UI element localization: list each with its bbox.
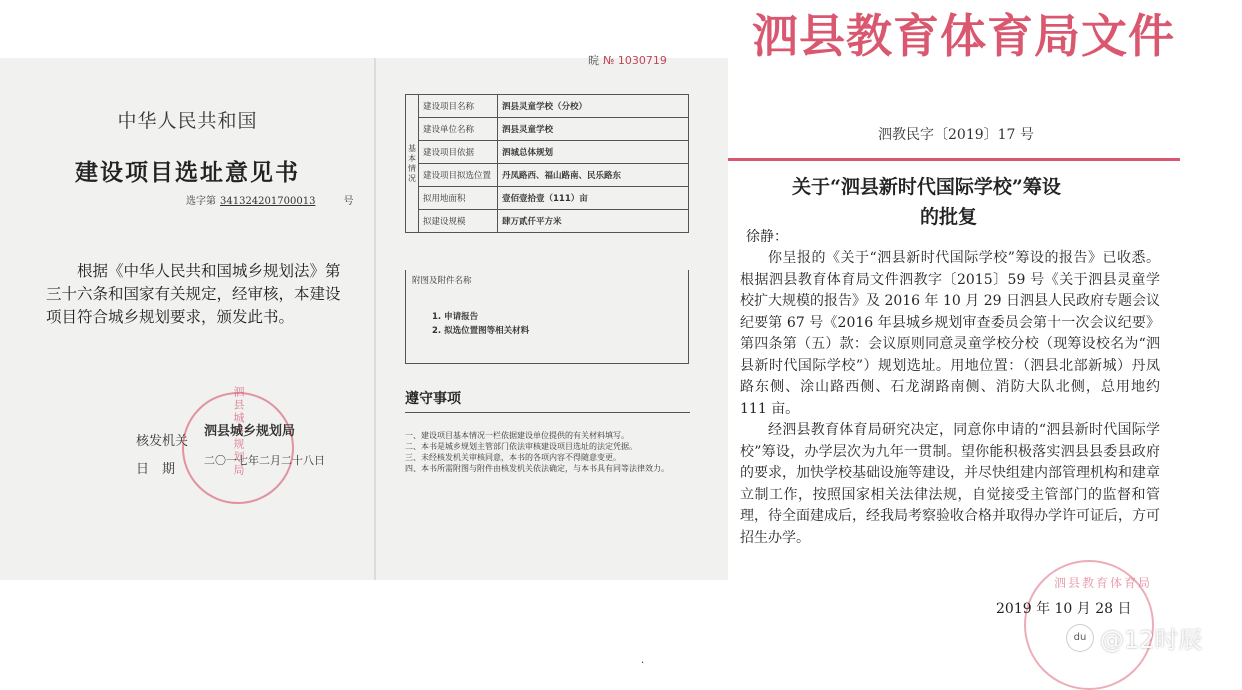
table-cell-label: 建设项目依据: [419, 141, 498, 164]
letter-paragraph: 你呈报的《关于“泗县新时代国际学校”筹设的报告》已收悉。根据泗县教育体育局文件泗教字〔2015〕59 号《关于泗县灵童学校扩大规模的报告》及 2016 年 10 月 29 日泗县人民政府专题会议纪要第 67 号《2016 年县城乡规划审查委员会第十一次会议纪要》第四条第（五）款：会议原则同意灵童学校分校（现筹设校名为“泗县新时代国际学校”）规划选址。用地位置：（泗县北部新城）丹凤路东侧、涂山路西侧、石龙湖路南侧、消防大队北侧，总用地约 111 亩。: [740, 250, 1160, 417]
serial-number: № 1030719: [603, 54, 667, 67]
watermark: [1066, 620, 1203, 655]
notice-item: 二、本书是城乡规划主管部门依法审核建设项目选址的法定凭据。: [405, 442, 637, 451]
notice-list: [405, 430, 695, 474]
table-row: [406, 187, 689, 210]
certificate-left-page: [0, 58, 375, 580]
issue-date-label: 日 期: [136, 462, 176, 477]
notice-item: 四、本书所需附图与附件由核发机关依法确定，与本书具有同等法律效力。: [405, 464, 669, 473]
certificate-number-suffix: 号: [343, 196, 354, 207]
notice-item: 三、未经核发机关审核同意，本书的各项内容不得随意变更。: [405, 453, 621, 462]
issue-date: 二〇一七年二月二十八日: [204, 454, 325, 467]
certificate-stamp-text: 泗县城乡规划局: [232, 386, 245, 477]
certificate-country: 中华人民共和国: [117, 110, 258, 132]
notice-divider: [405, 412, 690, 413]
certificate-serial: [588, 52, 667, 68]
table-row: [406, 95, 689, 118]
attachments-label: 附图及附件名称: [412, 276, 472, 286]
letter-body: [740, 248, 1160, 549]
issuing-office-label: 核发机关: [136, 434, 189, 449]
certificate-number-value: 341324201700013: [220, 196, 316, 207]
watermark-text: @12时辰: [1100, 626, 1203, 654]
paw-logo-icon: du: [1066, 624, 1094, 652]
table-cell-value: 泗县灵童学校（分校）: [498, 95, 689, 118]
attachments-list: [432, 310, 682, 338]
certificate-right-page: [375, 58, 728, 580]
basic-info-side-label: 基本情况: [406, 95, 419, 233]
attachments-box: [405, 270, 689, 364]
letter-recipient: 徐静：: [746, 229, 788, 245]
letter-paragraph: 经泗县教育体育局研究决定，同意你申请的“泗县新时代国际学校”筹设，办学层次为九年一贯制。望你能积极落实泗县县委县政府的要求，加快学校基础设施等建设，并尽快组建内部管理机构和建章立制工作，按照国家相关法律法规，自觉接受主管部门的监督和管理，待全面建成后，经我局考察验收合格并取得办学许可证后，方可招生办学。: [740, 422, 1160, 546]
table-row: [406, 141, 689, 164]
certificate-number-prefix: 选字第: [186, 196, 216, 207]
scan-mark: ·: [641, 658, 645, 669]
table-cell-value: 泗县灵童学校: [498, 118, 689, 141]
serial-label: 晥: [588, 54, 599, 67]
table-cell-label: 建设项目拟选位置: [419, 164, 498, 187]
certificate-title: 建设项目选址意见书: [75, 159, 300, 186]
table-row: [406, 164, 689, 187]
red-rule-divider: [728, 158, 1180, 161]
table-cell-value: 丹凤路西、福山路南、民乐路东: [498, 164, 689, 187]
approval-letter: [728, 0, 1242, 680]
letter-title-line1: 关于“泗县新时代国际学校”筹设: [792, 176, 1061, 198]
letter-doc-number: 泗教民字〔2019〕17 号: [878, 127, 1034, 143]
attachment-item: 1. 申请报告: [432, 312, 479, 322]
table-cell-value: 肆万贰仟平方米: [498, 210, 689, 233]
issuing-office: 泗县城乡规划局: [204, 424, 296, 439]
basic-info-table: [405, 94, 689, 233]
table-row: [406, 210, 689, 233]
letter-title-line2: 的批复: [920, 206, 978, 228]
notice-title: 遵守事项: [405, 391, 461, 407]
notice-item: 一、建设项目基本情况一栏依据建设单位提供的有关材料填写。: [405, 431, 629, 440]
table-cell-label: 拟建设规模: [419, 210, 498, 233]
table-cell-label: 建设项目名称: [419, 95, 498, 118]
table-cell-value: 泗城总体规划: [498, 141, 689, 164]
table-row: [406, 118, 689, 141]
letter-date: 2019 年 10 月 28 日: [996, 601, 1132, 617]
table-cell-value: 壹佰壹拾壹（111）亩: [498, 187, 689, 210]
letter-header: 泗县教育体育局文件: [752, 9, 1175, 63]
table-cell-label: 拟用地面积: [419, 187, 498, 210]
site-selection-certificate: [0, 58, 728, 580]
letter-stamp-text: 泗县教育体育局: [1054, 576, 1153, 590]
attachment-item: 2. 拟选位置图等相关材料: [432, 326, 530, 336]
certificate-body: 根据《中华人民共和国城乡规划法》第三十六条和国家有关规定，经审核，本建设项目符合城乡规划要求，颁发此书。: [46, 262, 341, 326]
table-cell-label: 建设单位名称: [419, 118, 498, 141]
certificate-number: [186, 192, 353, 207]
